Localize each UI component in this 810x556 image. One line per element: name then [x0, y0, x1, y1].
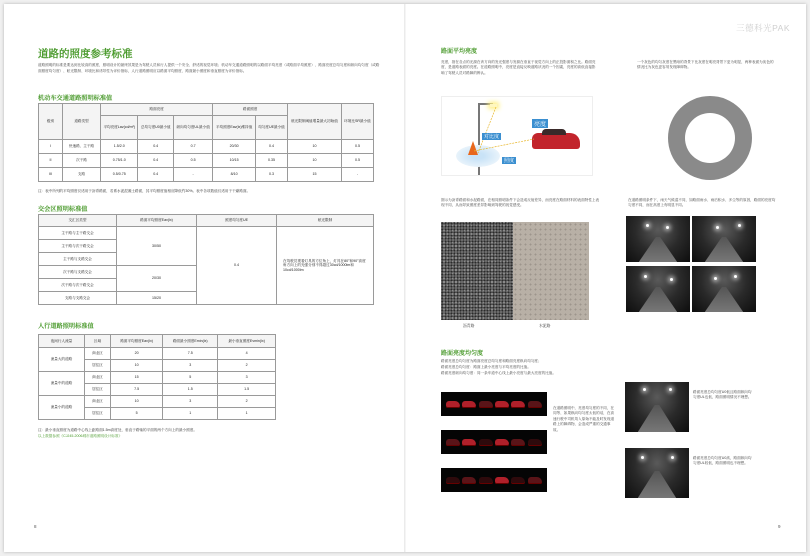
table-cell: 居住区: [85, 408, 111, 420]
table-cell: 0.4: [138, 168, 174, 182]
uniformity-photo-2-text: 路面亮度总均匀度U0高，路面纵向均匀度UL较低，路面照明也不理想。: [693, 456, 752, 466]
table-row: [39, 168, 374, 182]
table-cell: 1: [218, 408, 276, 420]
table-cell: 主干路与支路交会: [39, 253, 117, 266]
table-cell: 15/20: [117, 292, 197, 305]
night-road-photo-2: [692, 216, 756, 262]
motor-table-title: 机动车交通道路照明标准值: [38, 95, 113, 102]
table-cell: 支路: [63, 168, 101, 182]
table-cell: 10: [288, 140, 342, 154]
caption-cement: 水泥路: [539, 324, 551, 328]
lamp-light: [643, 388, 646, 391]
table-row: [39, 396, 276, 408]
car-visibility-text: 在道路照明中，亮度均匀度的不同，在同等、如果纵向均匀度太低的话，在高速行驶中司机驾入原始不能及时发现道路上的障碍物，会造成严重的交通事故。: [553, 406, 615, 432]
lamp-light: [738, 224, 741, 227]
road-surface: [705, 287, 743, 312]
brochure-spread: [4, 4, 806, 552]
road-surface: [639, 287, 677, 312]
header-ul: 纵向均匀度UL最小值: [173, 116, 212, 140]
avg-luminance-text: 亮度，指在各点的光源在该方向的发光强度与发源在垂直于视觉方向上的正投影面积之比。路面亮度，是道路表面的亮度。在道路照明中，亮度是直接反映道路状况的一个因素，亮度的高低直接影响了驾驶人员对路障的辨认。: [441, 60, 596, 75]
header-cross-glare: 眩光限制: [277, 215, 374, 227]
table-cell: 0.4: [197, 227, 277, 305]
lamp-light: [734, 275, 737, 278]
uniformity-text-2: 路面亮度总均匀度：路面上最小亮度与平均亮度的比值。: [441, 365, 531, 369]
table-cell: 0.7: [173, 140, 212, 154]
table-cell: 1.5: [163, 384, 218, 396]
table-cell: 主干路与主干路交会: [39, 227, 117, 240]
contrast-text: 一个灰色的均匀灰度在黑暗的背景下比灰度在明亮背景下更为明显，两种表面为灰色的情况比为灰色更容易发现障碍物。: [637, 60, 774, 70]
table-cell: 商业区: [85, 372, 111, 384]
header-ped-emin: 路面最小照度Emin(lx): [163, 335, 218, 348]
avg-luminance-title: 路面平均亮度: [441, 49, 478, 55]
cross-standard-table: [38, 214, 374, 305]
lamp-light: [646, 224, 649, 227]
car-icon: [462, 477, 476, 484]
table-cell: 快速路、主干路: [63, 140, 101, 154]
car-icon: [511, 439, 525, 446]
table-cell: 0.4: [255, 140, 287, 154]
table-cell: 次干路与次干路交会: [39, 279, 117, 292]
motor-standard-table: [38, 103, 374, 182]
intro-paragraph: 道路照明的标准是要达到比较高的照度，照明设计的最终效果是为驾驶人员和行人提供一个安全、舒适的视觉环境；机动车交通道路照明的以路面平均亮度（或路面平均照度）、路面亮度总均匀度和纵向均匀度（或路面照度均匀度）、眩光限制、环境比和诱导性为评价指标，人行道路照明应以路面平均照度、路面最小照度和垂直照度为评价指标。: [38, 63, 380, 73]
ped-table-title: 人行道路照明标准值: [38, 323, 94, 330]
uniformity-photo-1-text: 路面亮度总均匀度U0低且路面纵向均匀度UL也低，路面照明情况不理想。: [693, 390, 752, 400]
table-cell: 在驾驶员观看灯具的方位角上，灯具在80°和90°高度角方向上的光强分别不得超过30cd/1000lm和10cd/1000lm: [277, 227, 374, 305]
car-visibility-row-3: [441, 468, 547, 492]
page-number-right: 9: [778, 524, 781, 529]
label-contrast: 对比度: [484, 134, 500, 140]
car-icon: [446, 477, 460, 484]
car-icon: [495, 477, 509, 484]
asphalt-photo: [441, 222, 513, 320]
lamp-light: [671, 456, 674, 459]
header-cross-eav: 路面平均照度Eav(lx): [117, 215, 197, 227]
table-cell: 10: [288, 154, 342, 168]
car-icon: [495, 439, 509, 446]
table-cell: III: [39, 168, 63, 182]
table-cell: 0.5: [341, 154, 373, 168]
table-cell: 7.5: [163, 348, 218, 360]
sight-lines: [442, 97, 593, 176]
car-icon: [528, 439, 542, 446]
table-row: [39, 154, 374, 168]
header-lav: 平均亮度Lav(cd/m²): [101, 116, 138, 140]
table-cell: 1.5: [218, 384, 276, 396]
car-icon: [479, 439, 493, 446]
caption-asphalt: 沥青路: [463, 324, 475, 328]
car-visibility-row-2: [441, 430, 547, 454]
header-group-luminance: 路面亮度: [101, 104, 213, 116]
label-brightness: 亮度: [532, 119, 548, 128]
table-cell: 主干路与次干路交会: [39, 240, 117, 253]
table-cell: 0.35: [255, 154, 287, 168]
header-ped-eav: 路面平均照度Eav(lx): [111, 335, 163, 348]
standard-reference: 以上数据参照《CJJ45-2006城市道路照明设计标准》: [38, 434, 123, 438]
uniformity-text-1: 路面亮度总均匀度为路面亮度总均匀度和路面亮度纵向均匀度；: [441, 359, 542, 363]
table-cell: 7.5: [111, 384, 163, 396]
table-cell: 商业区: [85, 348, 111, 360]
table-cell: I: [39, 140, 63, 154]
table-cell: 20: [111, 348, 163, 360]
page-title: 道路的照度参考标准: [38, 48, 133, 60]
table-cell: 10: [111, 396, 163, 408]
road-surface: [638, 405, 676, 433]
header-ped-flow: 夜间行人流量: [39, 335, 85, 348]
weather-text: 在道路照明条件下，雨天气候湿不同，如路面雨水、雨后积水、多尘等的原因，路面的亮度均匀度不同，而在高度上有明显不同。: [628, 198, 776, 208]
table-cell: 10/15: [213, 154, 256, 168]
lamp-light: [641, 456, 644, 459]
table-cell: 15: [111, 372, 163, 384]
label-illuminance: 照度: [504, 158, 515, 164]
header-glare: 眩光限制阈值增量最大初始值: [288, 104, 342, 140]
table-cell: 0.5/0.75: [101, 168, 138, 182]
ring-center: [685, 113, 735, 163]
car-icon: [462, 439, 476, 446]
ped-table-note: 注：最小垂直照度为道路中心线上距路面1.5m高度处，垂直于路轴的平面的两个方向上的最小照度。: [38, 428, 197, 432]
table-cell: 流量小的道路: [39, 396, 85, 420]
header-road-type: 道路类型: [63, 104, 101, 140]
table-cell: 1.5/2.0: [101, 140, 138, 154]
uniformity-title: 路面亮度均匀度: [441, 351, 484, 357]
header-ped-area: 区域: [85, 335, 111, 348]
car-icon: [495, 401, 509, 408]
table-row: [39, 372, 276, 384]
table-cell: 支路与支路交会: [39, 292, 117, 305]
uniformity-text-3: 路面亮度纵向均匀度：同一条车道中心线上最小亮度与最大亮度的比值。: [441, 371, 556, 375]
table-cell: 2: [218, 396, 276, 408]
table-cell: 20/30: [117, 266, 197, 292]
table-cell: 0.4: [138, 140, 174, 154]
table-row: [39, 140, 374, 154]
header-sr: 环境比SR最小值: [341, 104, 373, 140]
table-cell: 0.5: [173, 154, 212, 168]
lamp-light: [714, 277, 717, 280]
lamp-light: [716, 226, 719, 229]
table-cell: 2: [218, 360, 276, 372]
luminance-illustration: [441, 96, 593, 176]
table-row: [39, 348, 276, 360]
table-cell: 0.75/1.0: [101, 154, 138, 168]
table-cell: 3: [163, 360, 218, 372]
car-icon: [511, 401, 525, 408]
table-cell: 次干路与支路交会: [39, 266, 117, 279]
header-cross-type: 交汇区类型: [39, 215, 117, 227]
header-u0: 总均匀度U0最小值: [138, 116, 174, 140]
table-cell: 30/50: [117, 227, 197, 266]
table-cell: -: [341, 168, 373, 182]
header-ue: 均匀度UE最小值: [255, 116, 287, 140]
header-group-illuminance: 路面照度: [213, 104, 288, 116]
table-cell: 流量大的道路: [39, 348, 85, 372]
table-cell: 10: [111, 360, 163, 372]
table-row: [39, 227, 374, 240]
night-road-photo-1: [626, 216, 690, 262]
table-cell: 5: [163, 372, 218, 384]
left-page: [4, 4, 405, 552]
car-icon: [479, 477, 493, 484]
car-icon: [479, 401, 493, 408]
header-ped-evmin: 最小垂直照度Evmin(lx): [218, 335, 276, 348]
contrast-ring: [668, 96, 752, 180]
header-eav: 平均照度Eav(lx)维持值: [213, 116, 256, 140]
table-cell: 次干路: [63, 154, 101, 168]
table-cell: 3: [163, 396, 218, 408]
lamp-light: [644, 275, 647, 278]
lamp-light: [669, 388, 672, 391]
table-cell: 4: [218, 348, 276, 360]
uniformity-photo-2: [625, 448, 689, 498]
header-level: 级别: [39, 104, 63, 140]
brand-logo: 三德科光PAK: [736, 23, 790, 33]
ped-standard-table: [38, 334, 276, 420]
cement-photo: [513, 222, 589, 320]
header-cross-ue: 照度均匀度UE: [197, 215, 277, 227]
table-cell: 15: [288, 168, 342, 182]
cross-table-title: 交会区照明标准值: [38, 206, 88, 213]
lamp-light: [670, 278, 673, 281]
table-cell: 商业区: [85, 396, 111, 408]
table-cell: II: [39, 154, 63, 168]
car-icon: [528, 477, 542, 484]
uniformity-photo-1: [625, 382, 689, 432]
table-cell: 0.4: [138, 154, 174, 168]
table-cell: -: [173, 168, 212, 182]
surface-text: 图示为沥青路面和水泥路面，在相同照明条件下会造成反射差异，而亮度在路面材料的表面特性上表现不同，从而导致照度差异影响到驾驶的视觉感受。: [441, 198, 600, 208]
car-icon: [446, 439, 460, 446]
night-road-photo-3: [626, 266, 690, 312]
table-cell: 20/30: [213, 140, 256, 154]
table-cell: 0.5: [341, 140, 373, 154]
table-cell: 3: [218, 372, 276, 384]
car-icon: [528, 401, 542, 408]
car-visibility-row-1: [441, 392, 547, 416]
road-surface: [705, 237, 743, 262]
table-cell: 居住区: [85, 384, 111, 396]
motor-table-note: 注：表中所列的平均照度仅适用于沥青路面，若系水泥混凝土路面，其平均照度值相应降低约30%。表中各项数值仅适用于干燥路面。: [38, 189, 251, 193]
road-surface: [638, 471, 676, 499]
lamp-light: [666, 226, 669, 229]
page-number-left: 8: [34, 524, 37, 529]
table-cell: 5: [111, 408, 163, 420]
night-road-photo-4: [692, 266, 756, 312]
table-cell: 0.3: [255, 168, 287, 182]
table-cell: 8/10: [213, 168, 256, 182]
table-cell: 居住区: [85, 360, 111, 372]
car-icon: [446, 401, 460, 408]
road-surface: [639, 237, 677, 262]
table-cell: 1: [163, 408, 218, 420]
car-icon: [511, 477, 525, 484]
table-cell: 流量中的道路: [39, 372, 85, 396]
car-icon: [462, 401, 476, 408]
